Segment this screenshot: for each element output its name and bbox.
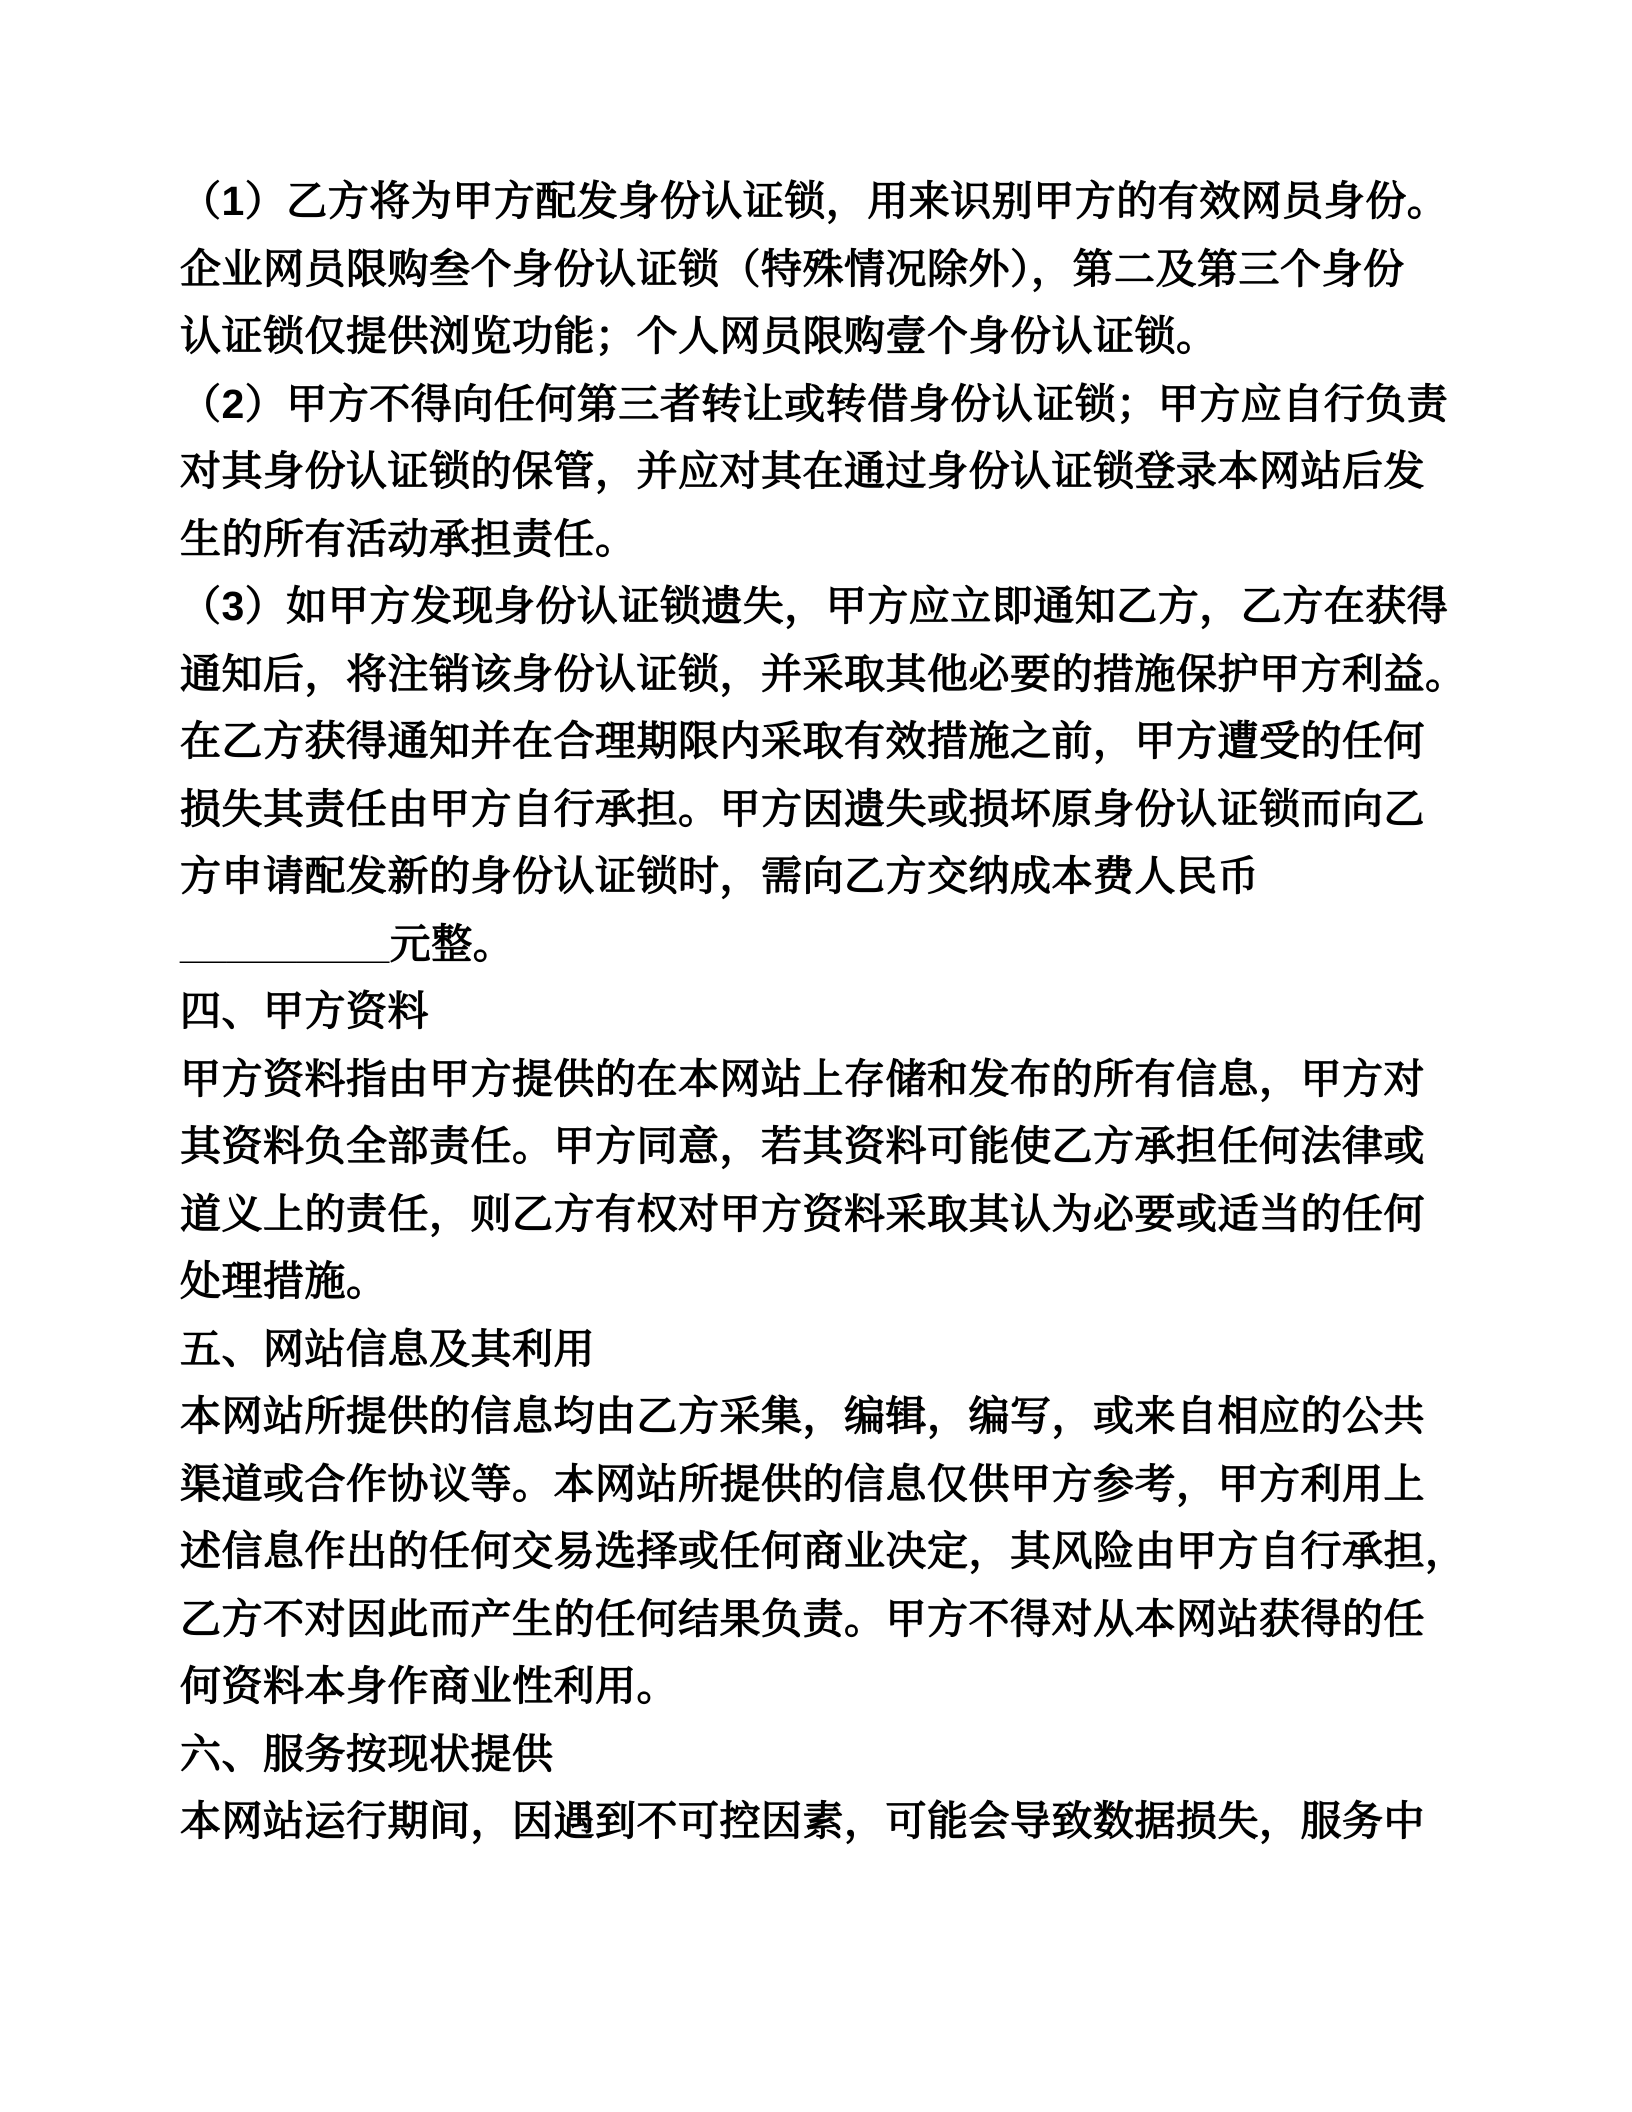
clause-line: （2）甲方不得向任何第三者转让或转借身份认证锁；甲方应自行负责 — [180, 380, 1449, 427]
text-line: 述信息作出的任何交易选择或任何商业决定，其风险由甲方自行承担， — [180, 1528, 1467, 1574]
section-heading: 六、服务按现状提供 — [180, 1730, 554, 1777]
clause-line: （1）乙方将为甲方配发身份认证锁，用来识别甲方的有效网员身份。 — [180, 178, 1449, 224]
text-line: 通知后，将注销该身份认证锁，并采取其他必要的措施保护甲方利益。 — [180, 650, 1467, 697]
text-line: 渠道或合作协议等。本网站所提供的信息仅供甲方参考，甲方利用上 — [180, 1460, 1425, 1507]
text-line: 认证锁仅提供浏览功能；个人网员限购壹个身份认证锁。 — [180, 313, 1218, 359]
text-line: 其资料负全部责任。甲方同意，若其资料可能使乙方承担任何法律或 — [180, 1123, 1425, 1169]
text-line: 乙方不对因此而产生的任何结果负责。甲方不得对从本网站获得的任 — [180, 1595, 1425, 1642]
text-line: 企业网员限购叁个身份认证锁（特殊情况除外），第二及第三个身份 — [180, 245, 1405, 292]
text-line: 生的所有活动承担责任。 — [180, 515, 637, 562]
section-heading: 四、甲方资料 — [180, 988, 429, 1034]
text-line: 对其身份认证锁的保管，并应对其在通过身份认证锁登录本网站后发 — [180, 448, 1425, 494]
text-line: 本网站运行期间，因遇到不可控因素，可能会导致数据损失，服务中 — [180, 1798, 1425, 1844]
text-line: 本网站所提供的信息均由乙方采集，编辑，编写，或来自相应的公共 — [180, 1393, 1425, 1439]
text-line: 损失其责任由甲方自行承担。甲方因遗失或损坏原身份认证锁而向乙 — [180, 785, 1425, 832]
text-line: 何资料本身作商业性利用。 — [180, 1663, 678, 1709]
text-line: 甲方资料指由甲方提供的在本网站上存储和发布的所有信息，甲方对 — [180, 1055, 1425, 1102]
text-line: 道义上的责任，则乙方有权对甲方资料采取其认为必要或适当的任何 — [180, 1190, 1425, 1237]
blank-fill-line: _________元整。 — [180, 920, 515, 967]
clause-line: （3）如甲方发现身份认证锁遗失，甲方应立即通知乙方，乙方在获得 — [180, 583, 1449, 629]
text-line: 处理措施。 — [180, 1258, 388, 1304]
text-line: 方申请配发新的身份认证锁时，需向乙方交纳成本费人民币 — [180, 853, 1259, 899]
section-heading: 五、网站信息及其利用 — [180, 1325, 595, 1372]
document-text — [180, 168, 1467, 1856]
text-line: 在乙方获得通知并在合理期限内采取有效措施之前，甲方遭受的任何 — [180, 718, 1425, 764]
